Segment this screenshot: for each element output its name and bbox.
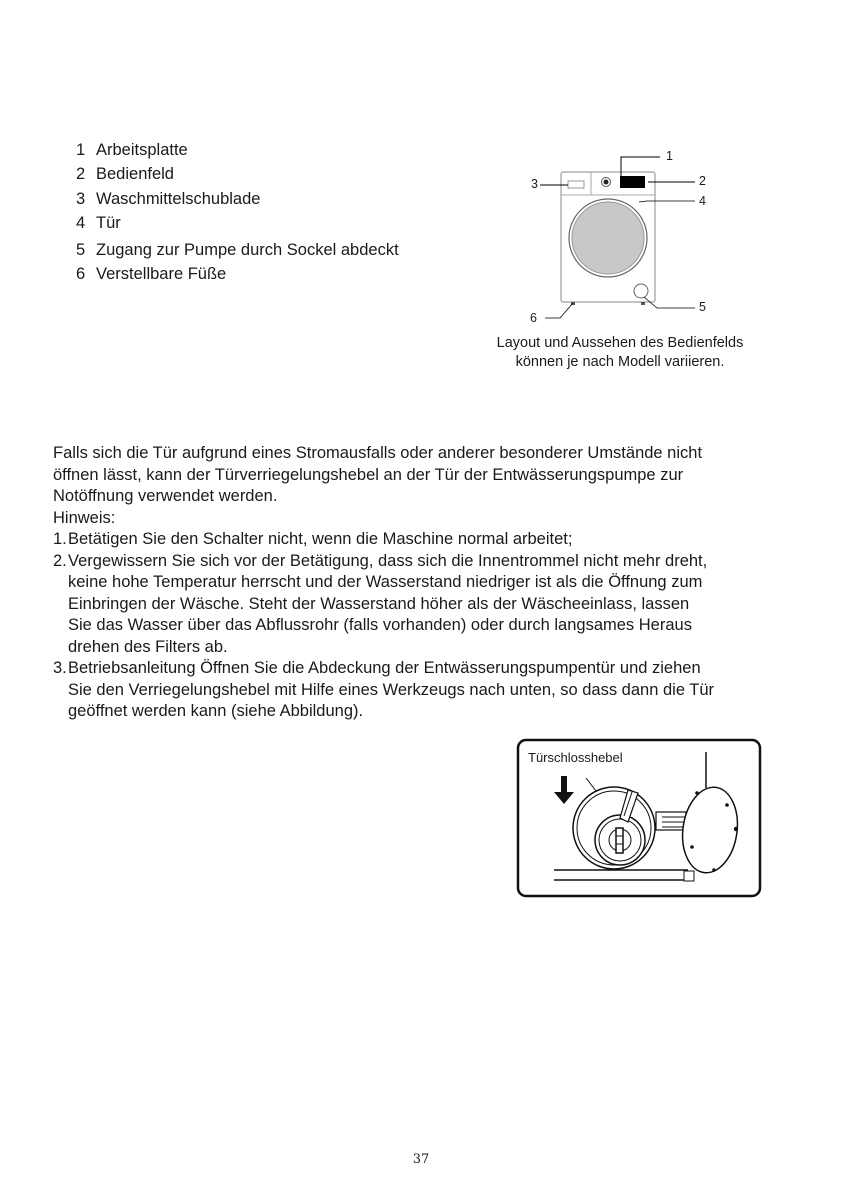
callout-2: 2 xyxy=(699,174,706,188)
figure-caption: Layout und Aussehen des Bedienfelds können je nach Modell variieren. xyxy=(496,335,744,370)
callout-4: 4 xyxy=(699,194,706,208)
legend-item: 3 Waschmittelschublade xyxy=(76,189,261,208)
washing-machine-diagram xyxy=(520,140,720,330)
note-item-1: 1. Betätigen Sie den Schalter nicht, wenn die Maschine normal arbeitet; xyxy=(53,530,573,548)
washing-machine-icon xyxy=(520,140,720,330)
callout-5: 5 xyxy=(699,300,706,314)
intro-line: Notöffnung verwendet werden. xyxy=(53,487,278,505)
legend-item: 4 Tür xyxy=(76,214,121,233)
intro-line: öffnen lässt, kann der Türverriegelungshebel an der Tür der Entwässerungspumpe zur xyxy=(53,465,684,484)
legend-item: 5 Zugang zur Pumpe durch Sockel abdeckt xyxy=(76,240,399,259)
parts-legend xyxy=(76,138,399,286)
note-item-3: 3. Betriebsanleitung Öffnen Sie die Abdeckung der Entwässerungspumpentür und ziehen Sie den Verriegelungshebel mit Hilfe eines Werkzeugs nach unten, so dass dann die Tür geöffnet werden kann (siehe Abbildung). xyxy=(53,659,715,720)
door-lock-lever-label: Türschlosshebel xyxy=(528,750,623,765)
page-number: 37 xyxy=(412,1152,430,1167)
note-item-2: 2. Vergewissern Sie sich vor der Betätigung, dass sich die Innentrommel nicht mehr dreht, keine hohe Temperatur herrscht und der Wasserstand niedriger ist als die Öffnung zum Einbringen der Wäsche. Steht der Wasserstand höher als der Wäscheeinlass, lassen Sie das Wasser über das Abflussrohr (falls vorhanden) oder durch langsames Heraus drehen des Filters ab. xyxy=(53,551,708,656)
note-heading: Hinweis: xyxy=(53,508,116,527)
legend-item: 6 Verstellbare Füße xyxy=(76,265,227,284)
callout-6: 6 xyxy=(530,311,537,325)
emergency-opening-instructions xyxy=(53,443,793,723)
callout-3: 3 xyxy=(531,177,538,191)
callout-1: 1 xyxy=(666,149,673,163)
legend-item: 1 Arbeitsplatte xyxy=(76,141,188,159)
intro-line: Falls sich die Tür aufgrund eines Stromausfalls oder anderer besonderer Umstände nicht xyxy=(53,444,703,462)
legend-item: 2 Bedienfeld xyxy=(76,165,174,184)
